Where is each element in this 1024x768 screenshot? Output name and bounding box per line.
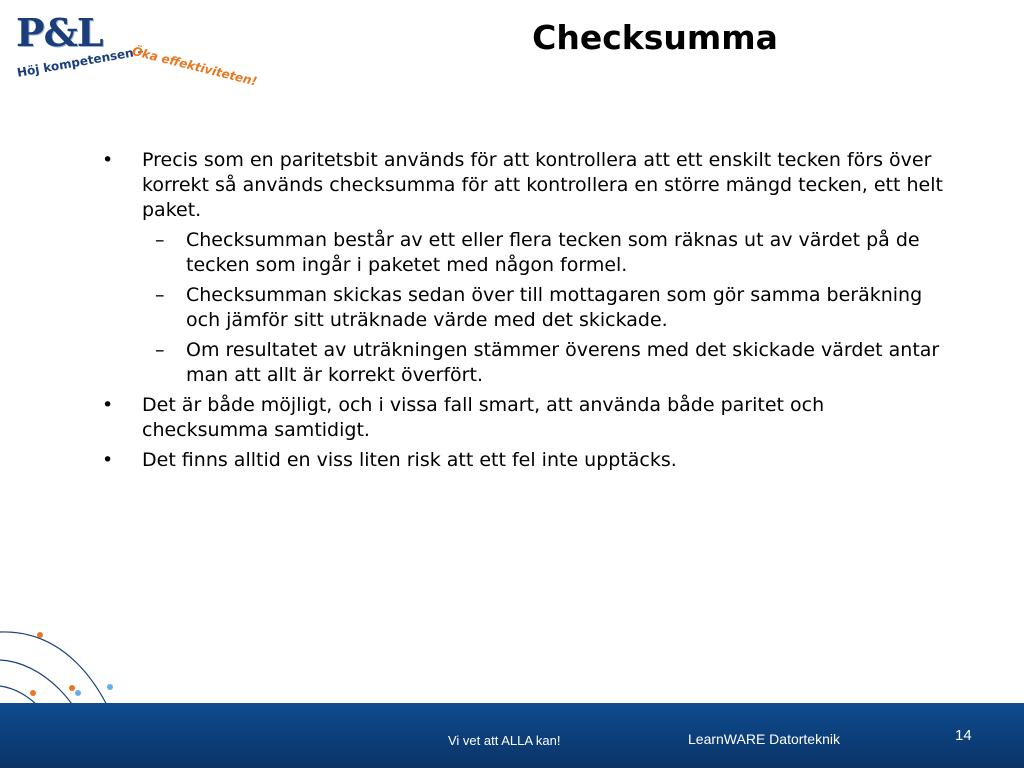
logo-tagline-left: Höj kompetensen –: [16, 43, 145, 80]
sub-bullet-item: [100, 228, 950, 278]
sub-bullet-text: Checksumman skickas sedan över till mottagaren som gör samma beräkning och jämför sitt uträknade värde med det skickade.: [186, 284, 923, 331]
sub-bullet-item: [100, 338, 950, 388]
sub-bullet-marker: –: [155, 284, 165, 306]
sub-bullet-marker: –: [155, 229, 165, 251]
bullet-item: [100, 393, 950, 443]
bullet-text: Det finns alltid en viss liten risk att ett fel inte upptäcks.: [142, 449, 677, 471]
sub-bullet-marker: –: [155, 339, 165, 361]
bullet-list: [100, 148, 950, 478]
bullet-text: Det är både möjligt, och i vissa fall smart, att använda både paritet och checksumma samtidigt.: [142, 394, 825, 441]
sub-bullet-text: Om resultatet av uträkningen stämmer överens med det skickade värdet antar man att allt är korrekt överfört.: [186, 339, 940, 386]
slide-title: Checksumma: [532, 18, 778, 57]
logo-wordmark: P&L: [16, 10, 103, 55]
bullet-marker: •: [102, 394, 114, 416]
sub-bullet-item: [100, 283, 950, 333]
bullet-item: [100, 448, 950, 473]
footer-course-name: LearnWARE Datorteknik: [688, 731, 840, 747]
footer-slogan: Vi vet att ALLA kan!: [448, 733, 561, 748]
bullet-marker: •: [102, 449, 114, 471]
logo-tagline-right: Öka effektiviteten!: [130, 44, 259, 89]
slide-number: 14: [955, 727, 972, 744]
bullet-marker: •: [102, 149, 114, 171]
bullet-text: Precis som en paritetsbit används för att kontrollera att ett enskilt tecken förs över korrekt så används checksumma för att kontrollera en större mängd tecken, ett helt paket.: [142, 149, 943, 221]
bullet-item: [100, 148, 950, 223]
company-logo: [12, 10, 262, 100]
sub-bullet-text: Checksumman består av ett eller flera tecken som räknas ut av värdet på de tecken som ingår i paketet med någon formel.: [186, 229, 920, 276]
